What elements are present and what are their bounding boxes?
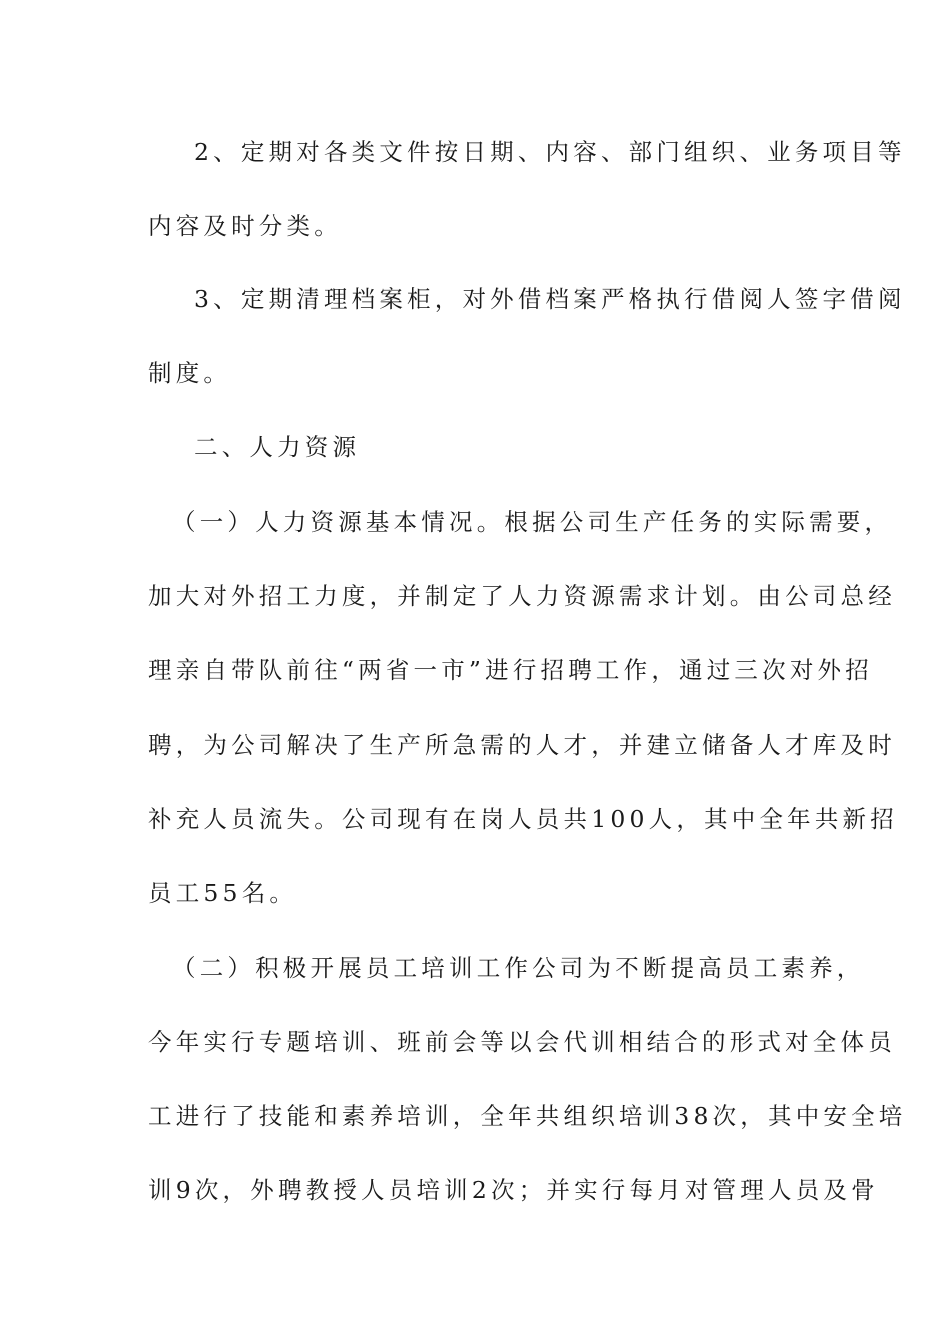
text-line: （一）人力资源基本情况。根据公司生产任务的实际需要， — [172, 508, 893, 536]
text-line: 理亲自带队前往“两省一市”进行招聘工作，通过三次对外招 — [148, 656, 873, 684]
text-line: 今年实行专题培训、班前会等以会代训相结合的形式对全体员 — [148, 1028, 896, 1056]
text-line: 员工55名。 — [148, 879, 298, 907]
text-line: 加大对外招工力度，并制定了人力资源需求计划。由公司总经 — [148, 582, 896, 610]
text-line: 工进行了技能和素养培训，全年共组织培训38次，其中安全培 — [148, 1102, 907, 1130]
text-line: 补充人员流失。公司现有在岗人员共100人，其中全年共新招 — [148, 805, 898, 833]
text-line: 2、定期对各类文件按日期、内容、部门组织、业务项目等 — [194, 138, 906, 166]
text-line: 聘，为公司解决了生产所急需的人才，并建立储备人才库及时 — [148, 731, 896, 759]
text-line: （二）积极开展员工培训工作公司为不断提高员工素养， — [172, 954, 865, 982]
text-line: 训9次，外聘教授人员培训2次；并实行每月对管理人员及骨 — [148, 1176, 879, 1204]
text-line: 内容及时分类。 — [148, 212, 342, 240]
text-line: 制度。 — [148, 359, 232, 387]
section-heading: 二、人力资源 — [194, 433, 361, 461]
text-line: 3、定期清理档案柜，对外借档案严格执行借阅人签字借阅 — [194, 285, 906, 313]
